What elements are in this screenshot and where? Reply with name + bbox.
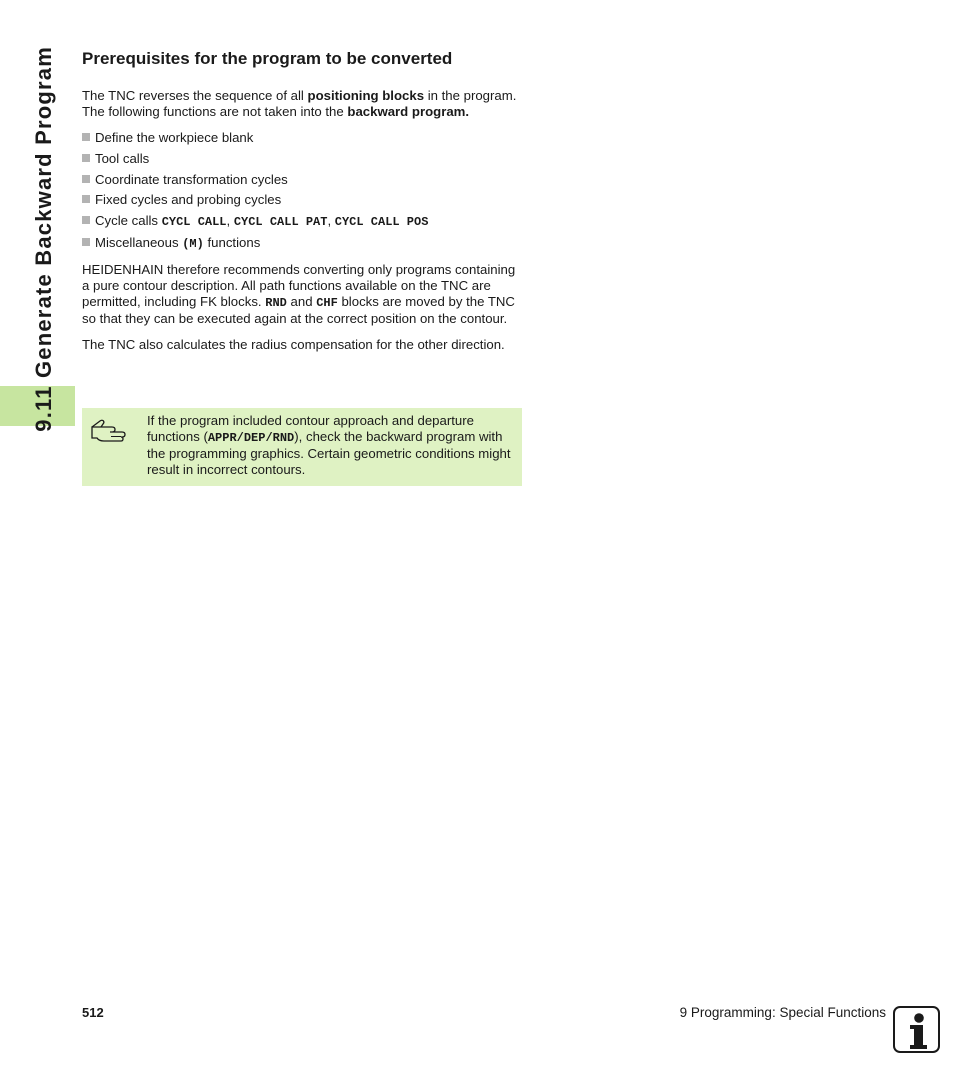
- excluded-functions-list: [82, 130, 522, 252]
- pointing-hand-icon: [90, 418, 130, 444]
- bullet-square-icon: [82, 195, 90, 203]
- chapter-side-title: 9.11 Generate Backward Program: [31, 46, 56, 432]
- list-item: Miscellaneous (M) functions: [82, 235, 522, 252]
- list-item: Cycle calls CYCL CALL, CYCL CALL PAT, CYCL CALL POS: [82, 213, 522, 230]
- list-item: Fixed cycles and probing cycles: [82, 192, 522, 208]
- bullet-square-icon: [82, 175, 90, 183]
- info-icon: [893, 1006, 940, 1053]
- bullet-square-icon: [82, 133, 90, 141]
- bullet-square-icon: [82, 238, 90, 246]
- note-text: If the program included contour approach and departure functions (APPR/DEP/RND), check the backward program with the programming graphics. Certain geometric conditions might result in incorrect contours.: [147, 413, 511, 477]
- page-number: 512: [82, 1005, 104, 1020]
- list-item: Define the workpiece blank: [82, 130, 522, 146]
- main-content: [82, 48, 522, 363]
- bullet-square-icon: [82, 216, 90, 224]
- footer-chapter-title: 9 Programming: Special Functions: [679, 1005, 886, 1020]
- bullet-square-icon: [82, 154, 90, 162]
- recommendation-paragraph: HEIDENHAIN therefore recommends converting only programs containing a pure contour description. All path functions available on the TNC are permitted, including FK blocks. RND and CHF blocks are moved by the TNC so that they can be executed again at the correct position on the contour.: [82, 261, 516, 326]
- section-heading: Prerequisites for the program to be converted: [82, 49, 453, 68]
- list-item: Coordinate transformation cycles: [82, 172, 522, 188]
- note-box: [82, 408, 522, 486]
- list-item: Tool calls: [82, 151, 522, 167]
- radius-compensation-paragraph: The TNC also calculates the radius compensation for the other direction.: [82, 336, 505, 352]
- intro-paragraph: The TNC reverses the sequence of all positioning blocks in the program. The following functions are not taken into the backward program.: [82, 88, 517, 119]
